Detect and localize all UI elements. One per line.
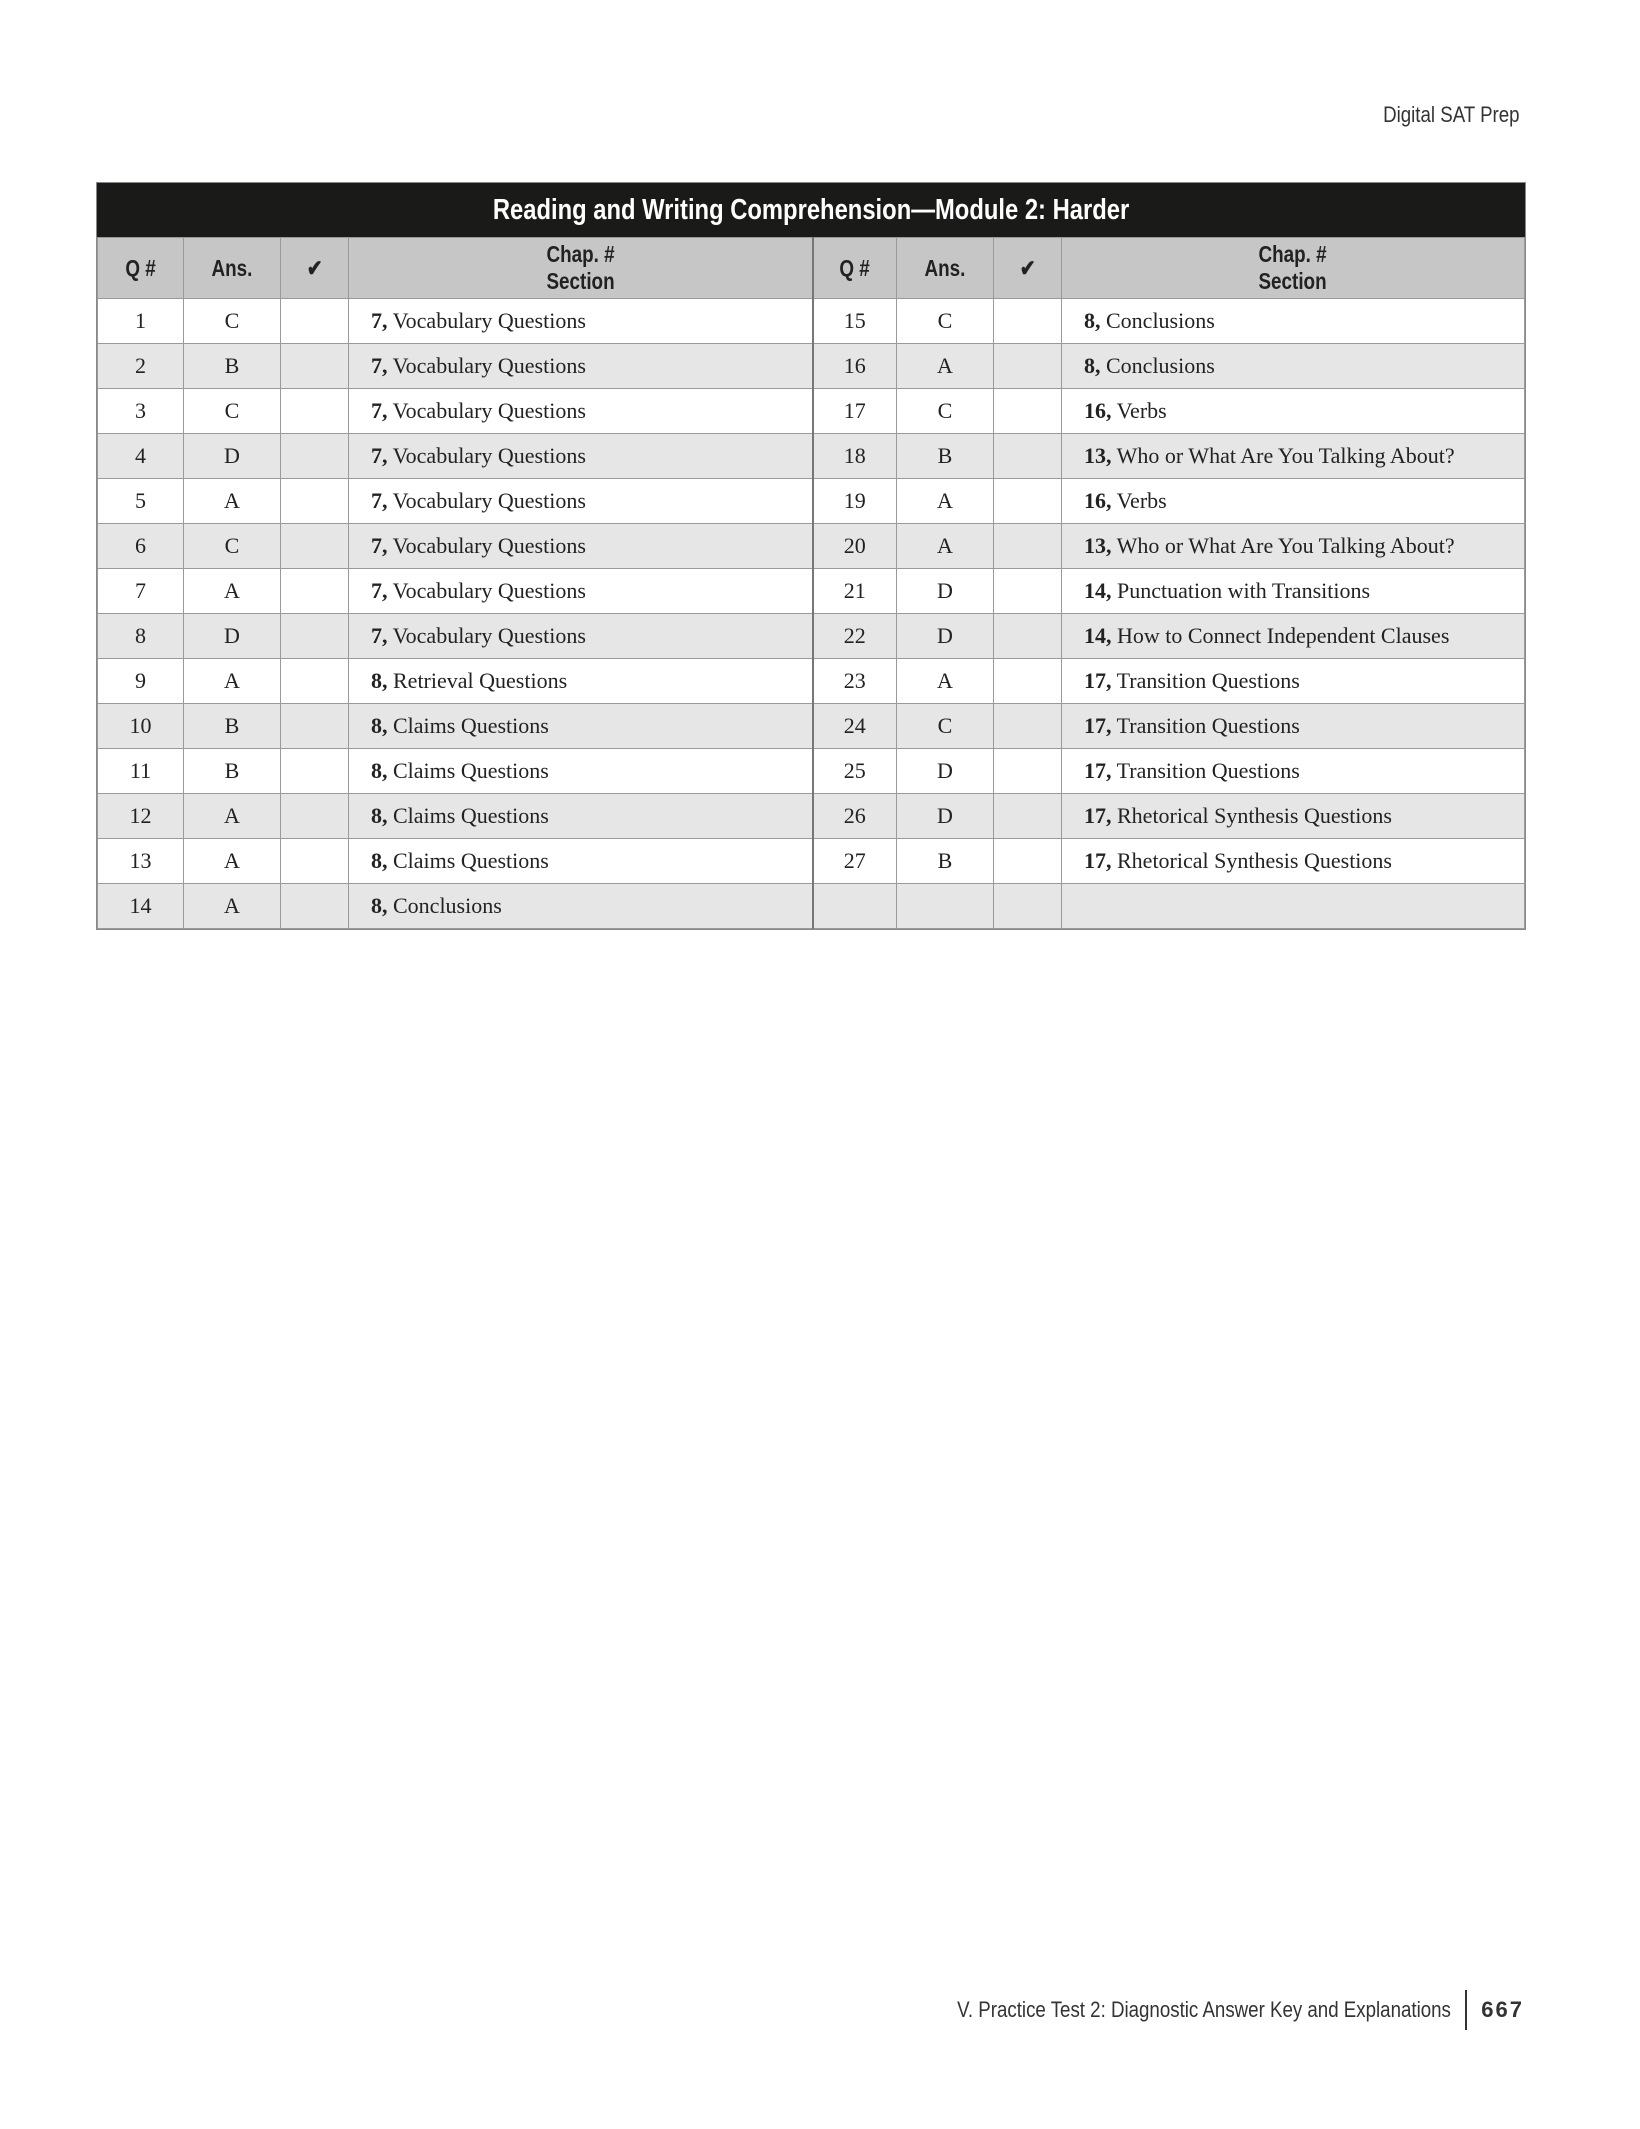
answer: B [184, 704, 281, 749]
chapter-section [349, 839, 813, 884]
check-box[interactable] [994, 524, 1062, 569]
q-number: 16 [813, 344, 897, 389]
check-box[interactable] [994, 794, 1062, 839]
chapter-number: 14, [1084, 578, 1112, 603]
chapter-number: 8, [371, 713, 388, 738]
check-box[interactable] [281, 839, 349, 884]
chapter-section [349, 344, 813, 389]
chapter-section [1062, 479, 1525, 524]
answer: A [184, 884, 281, 929]
chapter-section [1062, 659, 1525, 704]
chapter-number: 14, [1084, 623, 1112, 648]
chapter-section [1062, 389, 1525, 434]
section-name: Vocabulary Questions [392, 533, 586, 558]
check-icon: ✔ [1019, 254, 1036, 281]
chapter-number: 13, [1084, 443, 1112, 468]
table-row [98, 479, 1525, 524]
answer: B [184, 344, 281, 389]
chapter-section [1062, 614, 1525, 659]
section-name: Punctuation with Transitions [1117, 578, 1371, 603]
check-box[interactable] [281, 704, 349, 749]
header-chap-section: Chap. # Section [349, 238, 813, 299]
section-name: Verbs [1116, 398, 1167, 423]
answer: A [897, 524, 994, 569]
answer: A [184, 659, 281, 704]
chapter-section [349, 884, 813, 929]
header-ans: Ans. [184, 238, 281, 299]
answer: C [184, 524, 281, 569]
q-number: 15 [813, 299, 897, 344]
answer: A [897, 344, 994, 389]
chapter-number: 7, [371, 578, 388, 603]
section-name: Vocabulary Questions [392, 308, 586, 333]
check-box[interactable] [994, 614, 1062, 659]
check-box[interactable] [281, 434, 349, 479]
check-box[interactable] [281, 524, 349, 569]
answer: D [897, 749, 994, 794]
chapter-section [349, 704, 813, 749]
section-name: Rhetorical Synthesis Questions [1117, 803, 1392, 828]
q-number: 22 [813, 614, 897, 659]
table-row [98, 884, 1525, 929]
q-number: 26 [813, 794, 897, 839]
chapter-number: 8, [371, 803, 388, 828]
q-number: 11 [98, 749, 184, 794]
q-number: 3 [98, 389, 184, 434]
chapter-section [1062, 524, 1525, 569]
q-number: 5 [98, 479, 184, 524]
check-box[interactable] [281, 794, 349, 839]
check-box[interactable] [281, 344, 349, 389]
answer: C [897, 389, 994, 434]
q-number: 10 [98, 704, 184, 749]
chapter-number: 7, [371, 533, 388, 558]
q-number: 20 [813, 524, 897, 569]
section-name: Vocabulary Questions [392, 353, 586, 378]
answer: D [184, 434, 281, 479]
answer: C [184, 389, 281, 434]
answer: D [897, 794, 994, 839]
chapter-number: 7, [371, 398, 388, 423]
chapter-number: 8, [371, 668, 388, 693]
q-number: 13 [98, 839, 184, 884]
section-name: Transition Questions [1116, 668, 1300, 693]
check-box[interactable] [281, 659, 349, 704]
table-row [98, 524, 1525, 569]
section-name: Vocabulary Questions [392, 398, 586, 423]
section-name: Retrieval Questions [393, 668, 568, 693]
q-number: 7 [98, 569, 184, 614]
check-box[interactable] [281, 569, 349, 614]
section-name: Claims Questions [393, 758, 549, 783]
chapter-section [1062, 839, 1525, 884]
answer-key-table [96, 182, 1526, 930]
answer: A [897, 479, 994, 524]
q-number: 6 [98, 524, 184, 569]
answer: C [897, 704, 994, 749]
table-row [98, 434, 1525, 479]
chapter-section [349, 749, 813, 794]
table-title: Reading and Writing Comprehension—Module 2: Harder [97, 183, 1525, 237]
chapter-section [349, 479, 813, 524]
answer: D [184, 614, 281, 659]
check-box[interactable] [994, 569, 1062, 614]
page-number: 667 [1481, 1997, 1524, 2022]
chapter-section [1062, 569, 1525, 614]
chapter-section [1062, 344, 1525, 389]
answer: B [897, 434, 994, 479]
table-row [98, 614, 1525, 659]
answer: A [184, 794, 281, 839]
chapter-number: 8, [371, 758, 388, 783]
chapter-section [1062, 434, 1525, 479]
chapter-number: 8, [1084, 308, 1101, 333]
chapter-number: 7, [371, 623, 388, 648]
chapter-number: 7, [371, 353, 388, 378]
table-row [98, 659, 1525, 704]
chapter-number: 16, [1084, 488, 1112, 513]
answer: A [184, 569, 281, 614]
answer: A [897, 659, 994, 704]
chapter-number: 17, [1084, 803, 1112, 828]
chapter-number: 7, [371, 443, 388, 468]
answer: C [897, 299, 994, 344]
q-number: 2 [98, 344, 184, 389]
chapter-number: 17, [1084, 668, 1112, 693]
check-box[interactable] [281, 884, 349, 929]
table-row [98, 299, 1525, 344]
q-number: 19 [813, 479, 897, 524]
chapter-number: 8, [371, 893, 388, 918]
check-icon: ✔ [306, 254, 323, 281]
q-number: 9 [98, 659, 184, 704]
section-name: Conclusions [1106, 308, 1215, 333]
section-name: Claims Questions [393, 713, 549, 738]
chapter-number: 17, [1084, 848, 1112, 873]
check-box[interactable] [281, 749, 349, 794]
answer: D [897, 614, 994, 659]
check-box[interactable] [281, 389, 349, 434]
table-row [98, 794, 1525, 839]
check-box[interactable] [994, 839, 1062, 884]
chapter-number: 7, [371, 308, 388, 333]
chapter-number: 17, [1084, 758, 1112, 783]
section-name: Claims Questions [393, 803, 549, 828]
answer: B [184, 749, 281, 794]
section-name: Vocabulary Questions [392, 623, 586, 648]
q-number: 8 [98, 614, 184, 659]
section-name: How to Connect Independent Clauses [1117, 623, 1450, 648]
header-chap-section: Chap. # Section [1062, 238, 1525, 299]
section-name: Conclusions [393, 893, 502, 918]
section-name: Verbs [1116, 488, 1167, 513]
chapter-section [349, 389, 813, 434]
section-name: Vocabulary Questions [392, 578, 586, 603]
header-q: Q # [98, 238, 184, 299]
section-name: Transition Questions [1116, 713, 1300, 738]
q-number: 21 [813, 569, 897, 614]
footer-text: V. Practice Test 2: Diagnostic Answer Key and Explanations [957, 1997, 1452, 2022]
header-check [281, 238, 349, 299]
section-name: Conclusions [1106, 353, 1215, 378]
q-number: 17 [813, 389, 897, 434]
table-row [98, 749, 1525, 794]
chapter-number: 17, [1084, 713, 1112, 738]
q-number: 14 [98, 884, 184, 929]
answer: A [184, 479, 281, 524]
chapter-number: 7, [371, 488, 388, 513]
chapter-number: 8, [1084, 353, 1101, 378]
q-number: 24 [813, 704, 897, 749]
header-check [994, 238, 1062, 299]
chapter-section [349, 614, 813, 659]
check-box[interactable] [281, 479, 349, 524]
q-number: 23 [813, 659, 897, 704]
header-ans: Ans. [897, 238, 994, 299]
section-name: Rhetorical Synthesis Questions [1117, 848, 1392, 873]
chapter-section [1062, 299, 1525, 344]
table-row [98, 569, 1525, 614]
section-name: Who or What Are You Talking About? [1116, 443, 1455, 468]
section-name: Vocabulary Questions [392, 443, 586, 468]
section-name: Claims Questions [393, 848, 549, 873]
chapter-number: 13, [1084, 533, 1112, 558]
chapter-section [1062, 794, 1525, 839]
chapter-number: 16, [1084, 398, 1112, 423]
footer-divider [1465, 1990, 1467, 2030]
chapter-section [349, 299, 813, 344]
section-name: Vocabulary Questions [392, 488, 586, 513]
table-row [98, 344, 1525, 389]
q-number: 1 [98, 299, 184, 344]
check-box[interactable] [281, 614, 349, 659]
q-number: 12 [98, 794, 184, 839]
table-row [98, 704, 1525, 749]
chapter-section [349, 569, 813, 614]
check-box[interactable] [281, 299, 349, 344]
q-number: 18 [813, 434, 897, 479]
table-row [98, 389, 1525, 434]
q-number: 27 [813, 839, 897, 884]
q-number: 4 [98, 434, 184, 479]
check-box[interactable] [994, 659, 1062, 704]
answer: C [184, 299, 281, 344]
chapter-section [349, 434, 813, 479]
section-name: Who or What Are You Talking About? [1116, 533, 1455, 558]
header-row [98, 238, 1525, 299]
chapter-section [1062, 749, 1525, 794]
header-q: Q # [813, 238, 897, 299]
section-name: Transition Questions [1116, 758, 1300, 783]
page-footer [870, 1990, 1524, 2030]
chapter-section [349, 794, 813, 839]
check-box[interactable] [994, 479, 1062, 524]
check-box[interactable] [994, 299, 1062, 344]
check-box[interactable] [994, 389, 1062, 434]
answer: A [184, 839, 281, 884]
answer: B [897, 839, 994, 884]
check-box[interactable] [994, 434, 1062, 479]
chapter-section [1062, 704, 1525, 749]
chapter-section [349, 524, 813, 569]
check-box[interactable] [994, 344, 1062, 389]
chapter-section [349, 659, 813, 704]
running-head: Digital SAT Prep [1383, 102, 1520, 127]
table-row [98, 839, 1525, 884]
chapter-number: 8, [371, 848, 388, 873]
q-number: 25 [813, 749, 897, 794]
check-box[interactable] [994, 749, 1062, 794]
answer: D [897, 569, 994, 614]
check-box[interactable] [994, 704, 1062, 749]
